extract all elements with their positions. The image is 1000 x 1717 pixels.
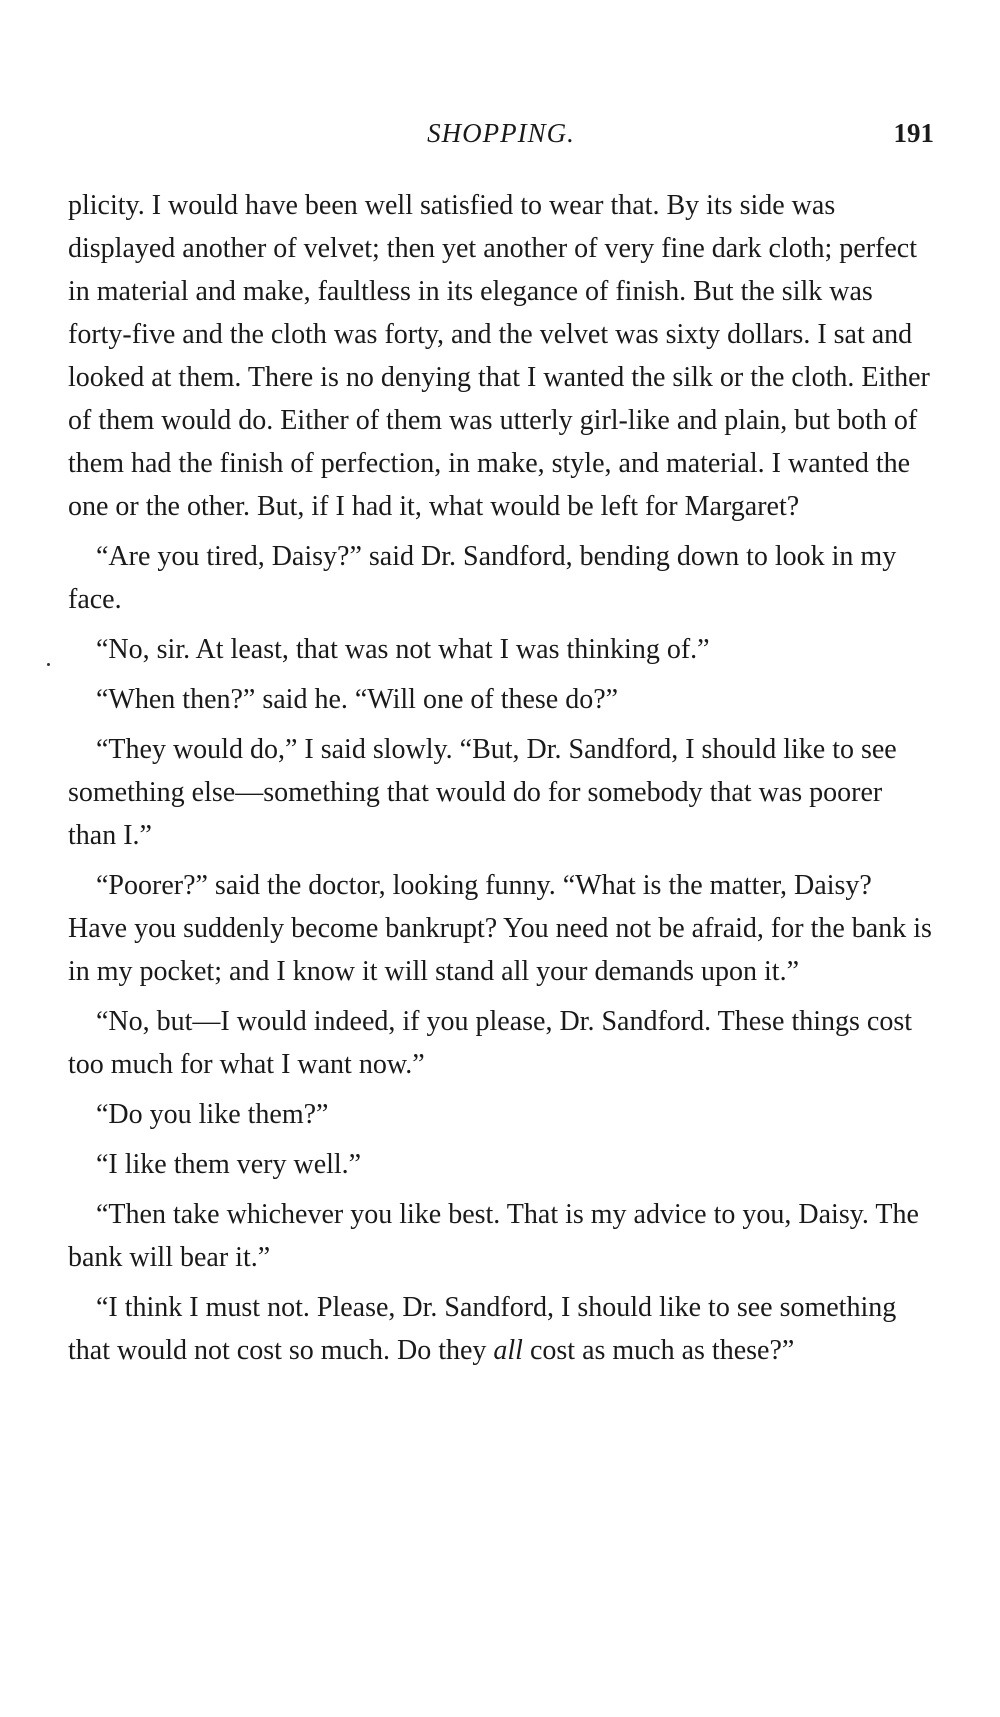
paragraph: “Then take whichever you like best. That is my advice to you, Daisy. The bank will bear it.”: [68, 1199, 919, 1273]
paragraph: “They would do,” I said slowly. “But, Dr. Sandford, I should like to see something else—something that would do for somebody that was poorer than I.”: [68, 734, 897, 851]
paragraph: “Poorer?” said the doctor, looking funny. “What is the matter, Daisy? Have you suddenly become bankrupt? You need not be afraid, for the bank is in my pocket; and I know it will stand all your demands upon it.”: [68, 870, 932, 987]
paragraph-with-emphasis: [68, 1286, 934, 1372]
paragraph: “Do you like them?”: [96, 1099, 329, 1130]
emphasized-word: all: [493, 1335, 523, 1366]
paragraph: “Are you tired, Daisy?” said Dr. Sandford, bending down to look in my face.: [68, 541, 897, 615]
margin-mark: [47, 663, 50, 666]
paragraph-text-after: cost as much as these?”: [522, 1335, 795, 1366]
running-title: SHOPPING.: [427, 118, 575, 148]
paragraph-continued: plicity. I would have been well satisfied to wear that. By its side was displayed another of velvet; then yet another of very fine dark cloth; perfect in material and make, faultless in its elegance of finish. But the silk was forty-five and the cloth was forty, and the velvet was sixty dollars. I sat and looked at them. There is no denying that I wanted the silk or the cloth. Either of them would do. Either of them was utterly girl-like and plain, but both of them had the finish of perfection, in make, style, and material. I wanted the one or the other. But, if I had it, what would be left for Margaret?: [68, 190, 930, 522]
paragraph: “No, but—I would indeed, if you please, Dr. Sandford. These things cost too much for what I want now.”: [68, 1006, 913, 1080]
paragraph: “I like them very well.”: [96, 1149, 362, 1180]
paragraph: “No, sir. At least, that was not what I was thinking of.”: [96, 634, 710, 665]
running-head: [68, 118, 934, 158]
paragraph: “When then?” said he. “Will one of these do?”: [96, 684, 619, 715]
body-text: [68, 184, 934, 1379]
page-number: 191: [893, 118, 934, 148]
paragraph-text-before: “I think I must not. Please, Dr. Sandford, I should like to see something that would not cost so much. Do they: [68, 1292, 897, 1366]
